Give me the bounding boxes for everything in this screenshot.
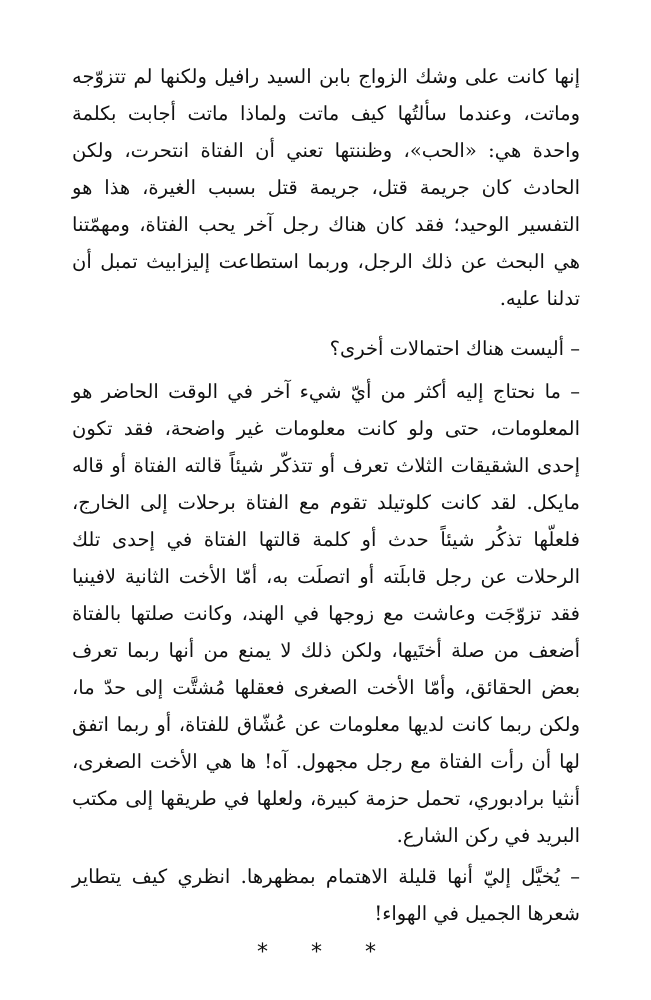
paragraph-2: – أليست هناك احتمالات أخرى؟ bbox=[329, 337, 580, 360]
paragraph-1: إنها كانت على وشك الزواج بابن السيد رافيل ولكنها لم تتزوّجه وماتت، وعندما سألتُها كيف ماتت ولماذا ماتت أجابت بكلمة واحدة هي: «الحب»، وظننتها تعني أن الفتاة انتحرت، ولكن الحادث كان جريمة قتل، جريمة قتل بسبب الغيرة، هذا هو التفسير الوحيد؛ فقد كان هناك رجل آخر يحب الفتاة، ومهمّتنا هي البحث عن ذلك الرجل، وربما استطاعت إليزابيث تمبل أن تدلنا عليه. bbox=[72, 65, 580, 310]
paragraph-3: – ما نحتاج إليه أكثر من أيّ شيء آخر في الوقت الحاضر هو المعلومات، حتى ولو كانت معلومات غير واضحة، فقد تكون إحدى الشقيقات الثلاث تعرف أو تتذكّر شيئاً قالته الفتاة أو قاله مايكل. لقد كانت كلوتيلد تقوم مع الفتاة برحلات إلى الخارج، فلعلّها تذكُر شيئاً حدث أو كلمة قالتها الفتاة في إحدى تلك الرحلات عن رجل قابلَته أو اتصلَت به، أمّا الأخت الثانية لافينيا فقد تزوّجَت وعاشت مع زوجها في الهند، وكانت صلتها بالفتاة أضعف من صلة أختَيها، ولكن ذلك لا يمنع من أنها ربما تعرف بعض الحقائق، وأمّا الأخت الصغرى فعقلها مُشتَّت إلى حدّ ما، ولكن ربما كانت لديها معلومات عن عُشّاق للفتاة، أو ربما اتفق لها أن رأت الفتاة مع رجل مجهول. آه! ها هي الأخت الصغرى، أنثيا برادبوري، تحمل حزمة كبيرة، ولعلها في طريقها إلى مكتب البريد في ركن الشارع. bbox=[72, 380, 580, 847]
paragraph-4: – يُخيَّل إليّ أنها قليلة الاهتمام بمظهرها. انظري كيف يتطاير شعرها الجميل في الهواء! bbox=[72, 865, 580, 925]
section-separator: * * * bbox=[257, 940, 394, 965]
